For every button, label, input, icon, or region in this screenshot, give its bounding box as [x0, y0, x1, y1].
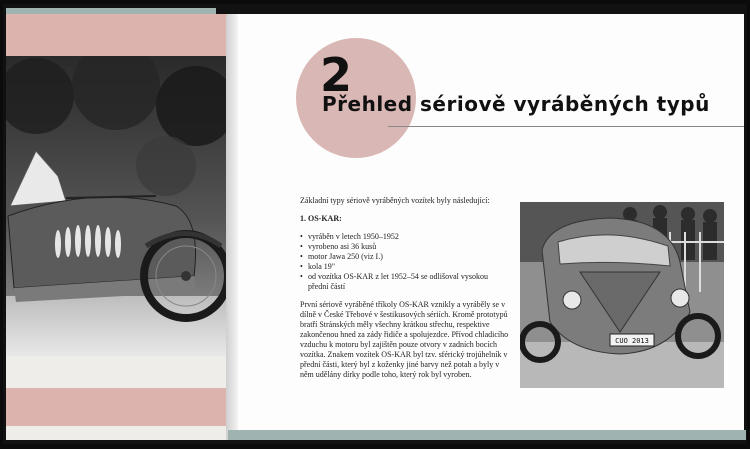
right-page — [238, 14, 744, 440]
model-heading: 1. OS-KAR: — [300, 214, 342, 223]
body-paragraph: První sériově vyráběné tříkoly OS-KAR vznikly a vyráběly se v dílně v České Třebové v šestikusových sériích. Kromě prototypů bratří Stránských měly všechny krátkou střechu, respektive zakončenou hned za zády řidiče a spolujezdce. Přívod chladicího vzduchu k motoru byl zajištěn pouze otvory v zadních bocích vozítka. Znakem vozítek OS-KAR byl tzv. sférický trojúhelník v přední části, který byl z koženky jiné barvy než potah a byly v něm udělány dírky podle toho, který rok byl vyroben. — [300, 300, 509, 379]
chapter-number: 2 — [320, 48, 353, 102]
license-plate: CUO 2013 — [615, 337, 649, 345]
spec-item: • motor Jawa 250 (viz I.) — [300, 252, 510, 262]
model-spec-list — [300, 232, 510, 292]
spec-item: • vyrobeno asi 36 kusů — [300, 242, 510, 252]
left-page — [6, 14, 228, 440]
left-photo-vehicle-rear — [6, 56, 228, 356]
title-rule — [388, 126, 744, 127]
intro-paragraph: Základní typy sériově vyráběných vozítek byly následující: — [300, 196, 490, 205]
right-photo-vehicle-front — [520, 202, 724, 388]
spec-item: • kola 19" — [300, 262, 510, 272]
left-accent-band-bottom — [6, 388, 228, 426]
chapter-title: Přehled sériově vyráběných typů — [322, 92, 710, 116]
text-column — [300, 196, 510, 388]
spec-item: • vyráběn v letech 1950–1952 — [300, 232, 510, 242]
spec-item: • od vozítka OS-KAR z let 1952–54 se odlišoval vysokou přední částí — [300, 272, 510, 292]
left-accent-band-top — [6, 14, 228, 56]
bottom-cover-edge — [228, 430, 746, 440]
